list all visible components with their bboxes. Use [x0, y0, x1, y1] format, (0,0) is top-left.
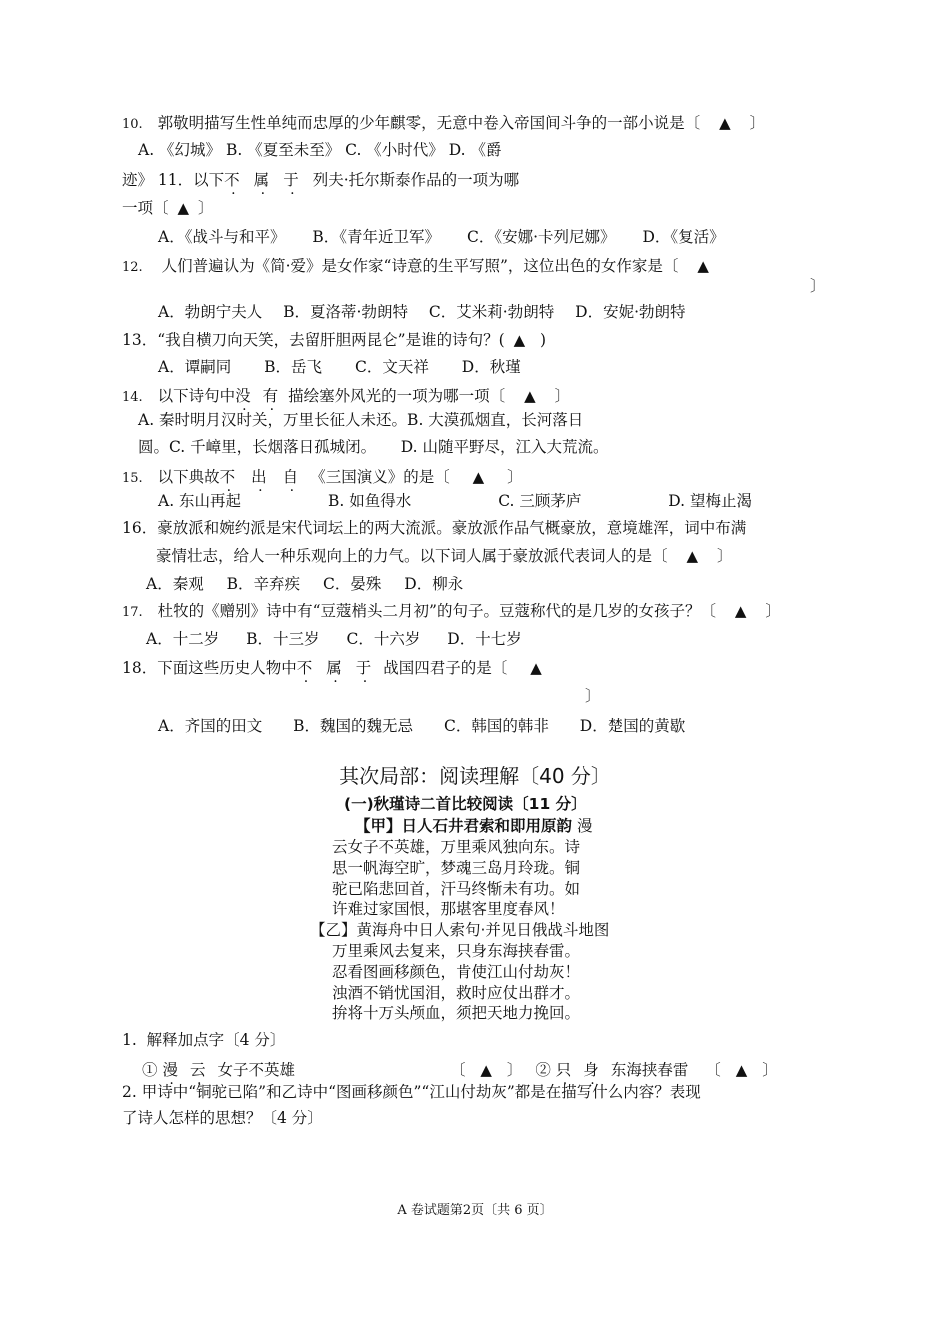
bracket-close: 〕 [197, 199, 214, 217]
question-stem: 列夫·托尔斯泰作品的一项为哪 [312, 171, 520, 189]
item-text: 东海挟春雷 [610, 1061, 689, 1079]
question-12 [122, 256, 709, 278]
emphasis-char: 身 [583, 1061, 599, 1079]
emphasis-char: 于 [355, 659, 372, 677]
question-number: 17. [122, 605, 143, 620]
bracket-close: 〕 [507, 468, 523, 486]
emphasis-char: 不 [219, 468, 236, 486]
option-b: B. 如鱼得水 [328, 492, 412, 510]
option-a: A．齐国的田文 [158, 717, 263, 735]
poem-line: 云女子不英雄，万里乘风独向东。诗 [332, 838, 581, 856]
question-stem: 18．下面这些历史人物中 [122, 659, 297, 677]
bracket-open: 〔 [705, 1061, 721, 1079]
option-a: A．秦观 [146, 575, 204, 593]
question-10 [122, 113, 765, 135]
option-c: C．晏殊 [322, 575, 382, 593]
question-12-options [158, 302, 686, 322]
bracket-close: 〕 [506, 1061, 523, 1079]
option-a: A. 东山再起 [158, 492, 242, 510]
question-17 [122, 601, 781, 623]
question-17-options [146, 629, 522, 649]
poem-line: 浊酒不销忧国泪，救时应仗出群才。 [332, 983, 581, 1002]
reading-question-1: 1. 解释加点字〔4 分〕 [122, 1031, 286, 1049]
option-c: C．文天祥 [354, 358, 429, 376]
emphasis-char: 没 [235, 387, 251, 405]
option-b: B．辛弃疾 [226, 575, 301, 593]
question-10-options: A. 《幻城》 B. 《夏至未至》 C. 《小时代》 D. 《爵 [138, 141, 502, 159]
answer-blank-mark: ▲ [735, 1061, 748, 1079]
answer-blank-mark: ▲ [480, 1061, 492, 1079]
question-stem: 以下诗句中 [157, 387, 236, 405]
question-stem: 13．“我自横刀向天笑，去留肝胆两昆仑”是谁的诗句？( [122, 331, 505, 349]
subsection-title: (一)秋瑾诗二首比较阅读〔11 分〕 [344, 795, 587, 813]
question-14-options-line1: A. 秦时明月汉时关，万里长征人未还。B. 大漠孤烟直，长河落日 [138, 411, 584, 429]
emphasis-char: 只 [555, 1061, 572, 1079]
option-c: C．韩国的韩非 [443, 717, 549, 735]
option-c: C. 三顾茅庐 [498, 492, 582, 510]
poem-line: 思一帆海空旷，梦魂三岛月玲珑。铜 [332, 858, 581, 877]
bracket-close: 〕 [762, 1061, 778, 1079]
option-c: C．十六岁 [346, 630, 421, 648]
option-c: C．《安娜·卡列尼娜》 [466, 228, 616, 246]
question-number: 15. [122, 471, 143, 486]
bracket-close: ) [540, 331, 547, 349]
option-b: B．夏洛蒂·勃朗特 [283, 303, 408, 321]
question-14 [122, 386, 570, 408]
option-a: A．《战斗与和平》 [158, 228, 286, 246]
answer-blank-mark: ▲ [513, 331, 526, 349]
question-16-line1: 16．豪放派和婉约派是宋代词坛上的两大流派。豪放派作品气概豪放，意境雄浑，词中布满 [122, 519, 747, 537]
emphasis-char: 有 [262, 387, 279, 405]
reading-question-2-line2: 了诗人怎样的思想？〔4 分〕 [122, 1109, 323, 1127]
question-18-options [158, 716, 685, 736]
answer-blank-mark: ▲ [472, 468, 485, 486]
answer-blank-mark: ▲ [530, 659, 542, 677]
question-13-options [158, 357, 521, 377]
question-15 [122, 467, 523, 489]
option-d: D．柳永 [404, 575, 464, 593]
answer-blank-mark: ▲ [734, 602, 747, 620]
answer-blank-mark: ▲ [524, 387, 536, 405]
page-footer: A 卷试题第2页〔共 6 页〕 [397, 1203, 553, 1218]
poem-b-title: 【乙】黄海舟中日人索句·并见日俄战斗地图 [310, 921, 610, 939]
answer-blank-mark: ▲ [697, 257, 709, 275]
poem-a-body [332, 837, 580, 920]
question-stem: 《三国演义》的是〔 [310, 468, 450, 486]
option-d: D．《复活》 [642, 228, 725, 246]
bracket-close: 〕 [716, 547, 733, 565]
poem-line: 万里乘风去复来，只身东海挟春雷。 [332, 942, 581, 960]
question-13 [122, 330, 546, 350]
option-b: B．魏国的魏无忌 [293, 717, 414, 735]
bracket-open: 〔 [449, 1061, 466, 1079]
question-stem: 郭敬明描写生性单纯而忠厚的少年麒零，无意中卷入帝国间斗争的一部小说是〔 [157, 114, 701, 132]
emphasis-char: 于 [283, 171, 299, 189]
item-marker: ② [535, 1061, 551, 1079]
question-stem: 杜牧的《赠别》诗中有“豆蔻梢头二月初”的句子。豆蔻称代的是几岁的女孩子？〔 [157, 602, 716, 620]
item-text: 女子不英雄 [217, 1061, 295, 1079]
option-c: C．艾米莉·勃朗特 [428, 303, 555, 321]
option-d: D．十七岁 [447, 630, 522, 648]
emphasis-char: 不 [296, 659, 313, 677]
question-stem: 一项〔 [122, 199, 169, 217]
poem-a-first-char: 漫 [576, 817, 593, 835]
poem-line: 驼已陷悲回首，汗马终惭未有功。如 [332, 879, 581, 898]
question-stem: 战国四君子的是〔 [383, 659, 508, 677]
answer-blank-mark: ▲ [177, 199, 189, 217]
option-d: D．秋瑾 [461, 358, 521, 376]
emphasis-char: 属 [253, 171, 270, 189]
poem-line: 忍看图画移颜色，肯使江山付劫灰！ [332, 962, 581, 981]
question-18 [122, 658, 542, 678]
question-11-stem-cont [122, 198, 213, 218]
poem-b-body [332, 941, 580, 1024]
question-number: 14. [122, 390, 143, 405]
option-a: A．勃朗宁夫人 [158, 303, 263, 321]
item-marker: ① [142, 1061, 158, 1079]
question-16-options [146, 574, 463, 594]
poem-line: 拚将十万头颅血，须把天地力挽回。 [332, 1004, 581, 1023]
q10-option-cont: 迹》 11．以下 [122, 171, 225, 189]
question-11-options [158, 227, 725, 247]
option-d: D. 望梅止渴 [668, 492, 753, 510]
question-11 [122, 170, 519, 190]
question-number: 12. [122, 260, 143, 275]
option-b: B．十三岁 [246, 630, 320, 648]
bracket-close: 〕 [749, 114, 766, 132]
emphasis-char: 出 [251, 468, 267, 486]
question-stem: 描绘塞外风光的一项为哪一项〔 [288, 387, 506, 405]
option-a: A．谭嗣同 [158, 358, 232, 376]
emphasis-char: 漫 [162, 1061, 178, 1079]
option-d: D．楚国的黄歇 [579, 717, 686, 735]
poem-a-title-line [355, 816, 592, 837]
question-14-options-line2: 圆。C. 千嶂里，长烟落日孤城闭。 D. 山随平野尽，江入大荒流。 [138, 438, 609, 456]
question-15-options [158, 491, 752, 511]
bracket-close: 〕 [765, 602, 781, 620]
emphasis-char: 不 [224, 171, 240, 189]
section-title: 其次局部：阅读理解〔40 分〕 [339, 764, 611, 788]
question-16-line2 [156, 546, 732, 566]
answer-blank-mark: ▲ [686, 547, 698, 565]
option-b: B．《青年近卫军》 [312, 228, 441, 246]
option-b: B．岳飞 [264, 358, 323, 376]
answer-blank-mark: ▲ [719, 114, 731, 132]
option-a: A．十二岁 [146, 630, 220, 648]
question-stem: 豪情壮志，给人一种乐观向上的力气。以下词人属于豪放派代表词人的是〔 [156, 547, 668, 565]
poem-a-title: 【甲】日人石井君索和即用原韵 [355, 817, 573, 835]
bracket-close: 〕 [585, 687, 601, 705]
option-d: D．安妮·勃朗特 [575, 303, 686, 321]
emphasis-char: 自 [282, 468, 299, 486]
poem-line: 许难过家国恨，那堪客里度春风！ [332, 900, 565, 919]
question-stem: 以下典故 [157, 468, 220, 486]
reading-question-1-items [142, 1060, 778, 1080]
question-stem: 人们普遍认为《简·爱》是女作家“诗意的生平写照”，这位出色的女作家是〔 [161, 257, 679, 275]
emphasis-char: 云 [189, 1061, 206, 1079]
reading-question-2-line1: 2. 甲诗中“铜驼已陷”和乙诗中“图画移颜色”“江山付劫灰”都是在描写什么内容？表现 [122, 1083, 701, 1101]
emphasis-char: 属 [326, 659, 342, 677]
bracket-close: 〕 [554, 387, 571, 405]
bracket-close: 〕 [810, 277, 826, 295]
question-number: 10. [122, 117, 143, 132]
